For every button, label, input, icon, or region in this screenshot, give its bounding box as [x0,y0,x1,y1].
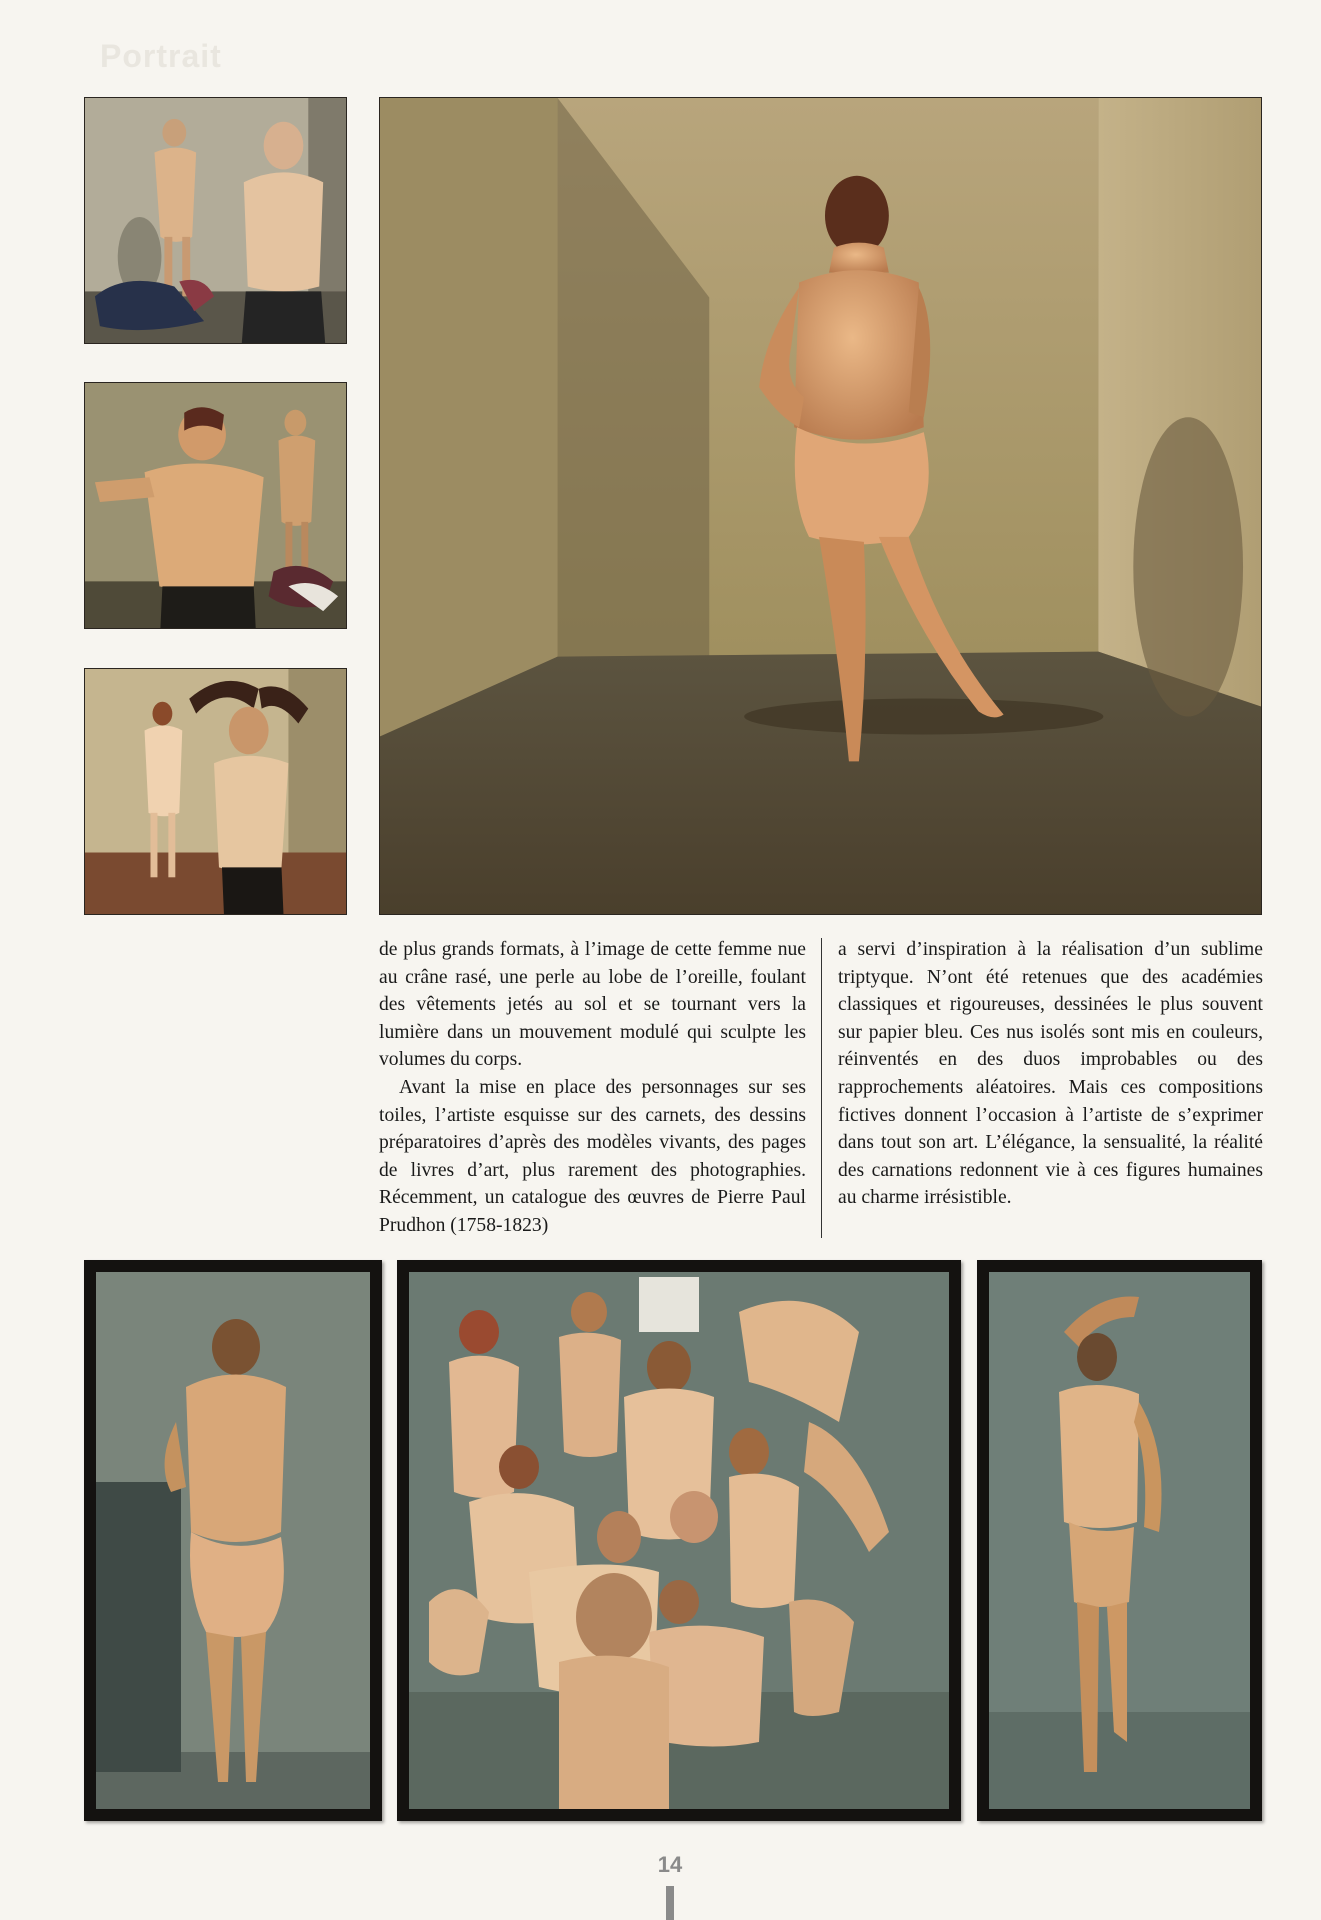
paragraph: Avant la mise en place des personnages sur ses toiles, l’artiste esquisse sur des carnets, des dessins préparatoires d’après des modèles vivants, des pages de livres d’art, plus rarement des photographies. Récemment, un catalogue des œuvres de Pierre Paul Prudhon (1758-1823) [379,1076,806,1236]
main-painting [379,97,1262,915]
triptych-right-panel [977,1260,1262,1821]
page-number-marker [666,1886,674,1920]
page-number: 14 [657,1852,683,1877]
paragraph: a servi d’inspiration à la réalisation d’un sublime triptyque. N’ont été retenues que des académies classiques et rigoureuses, dessinées le plus souvent sur papier bleu. Ces nus isolés sont mis en couleurs, réinventés en des duos improbables ou des rapprochements aléatoires. Mais ces compositions fictives donnent l’occasion à l’artiste de s’exprimer dans tout son art. L’élégance, la sensualité, la réalité des carnations redonnent vie à ces figures humaines au charme irrésistible. [838,939,1263,1209]
thumbnail-painting-3 [84,668,347,915]
thumbnail-painting-2 [84,382,347,629]
section-label: Portrait [100,38,222,74]
column-divider [821,938,822,1238]
triptych-left-panel [84,1260,382,1821]
thumbnail-painting-1 [84,97,347,344]
paragraph: de plus grands formats, à l’image de cette femme nue au crâne rasé, une perle au lobe de l’oreille, foulant des vêtements jetés au sol et se tournant vers la lumière dans un mouvement modulé qui sculpte les volumes du corps. [379,939,806,1071]
triptych-center-panel [397,1260,961,1821]
article-column-right [838,936,1263,1240]
article-column-left [379,936,806,1240]
